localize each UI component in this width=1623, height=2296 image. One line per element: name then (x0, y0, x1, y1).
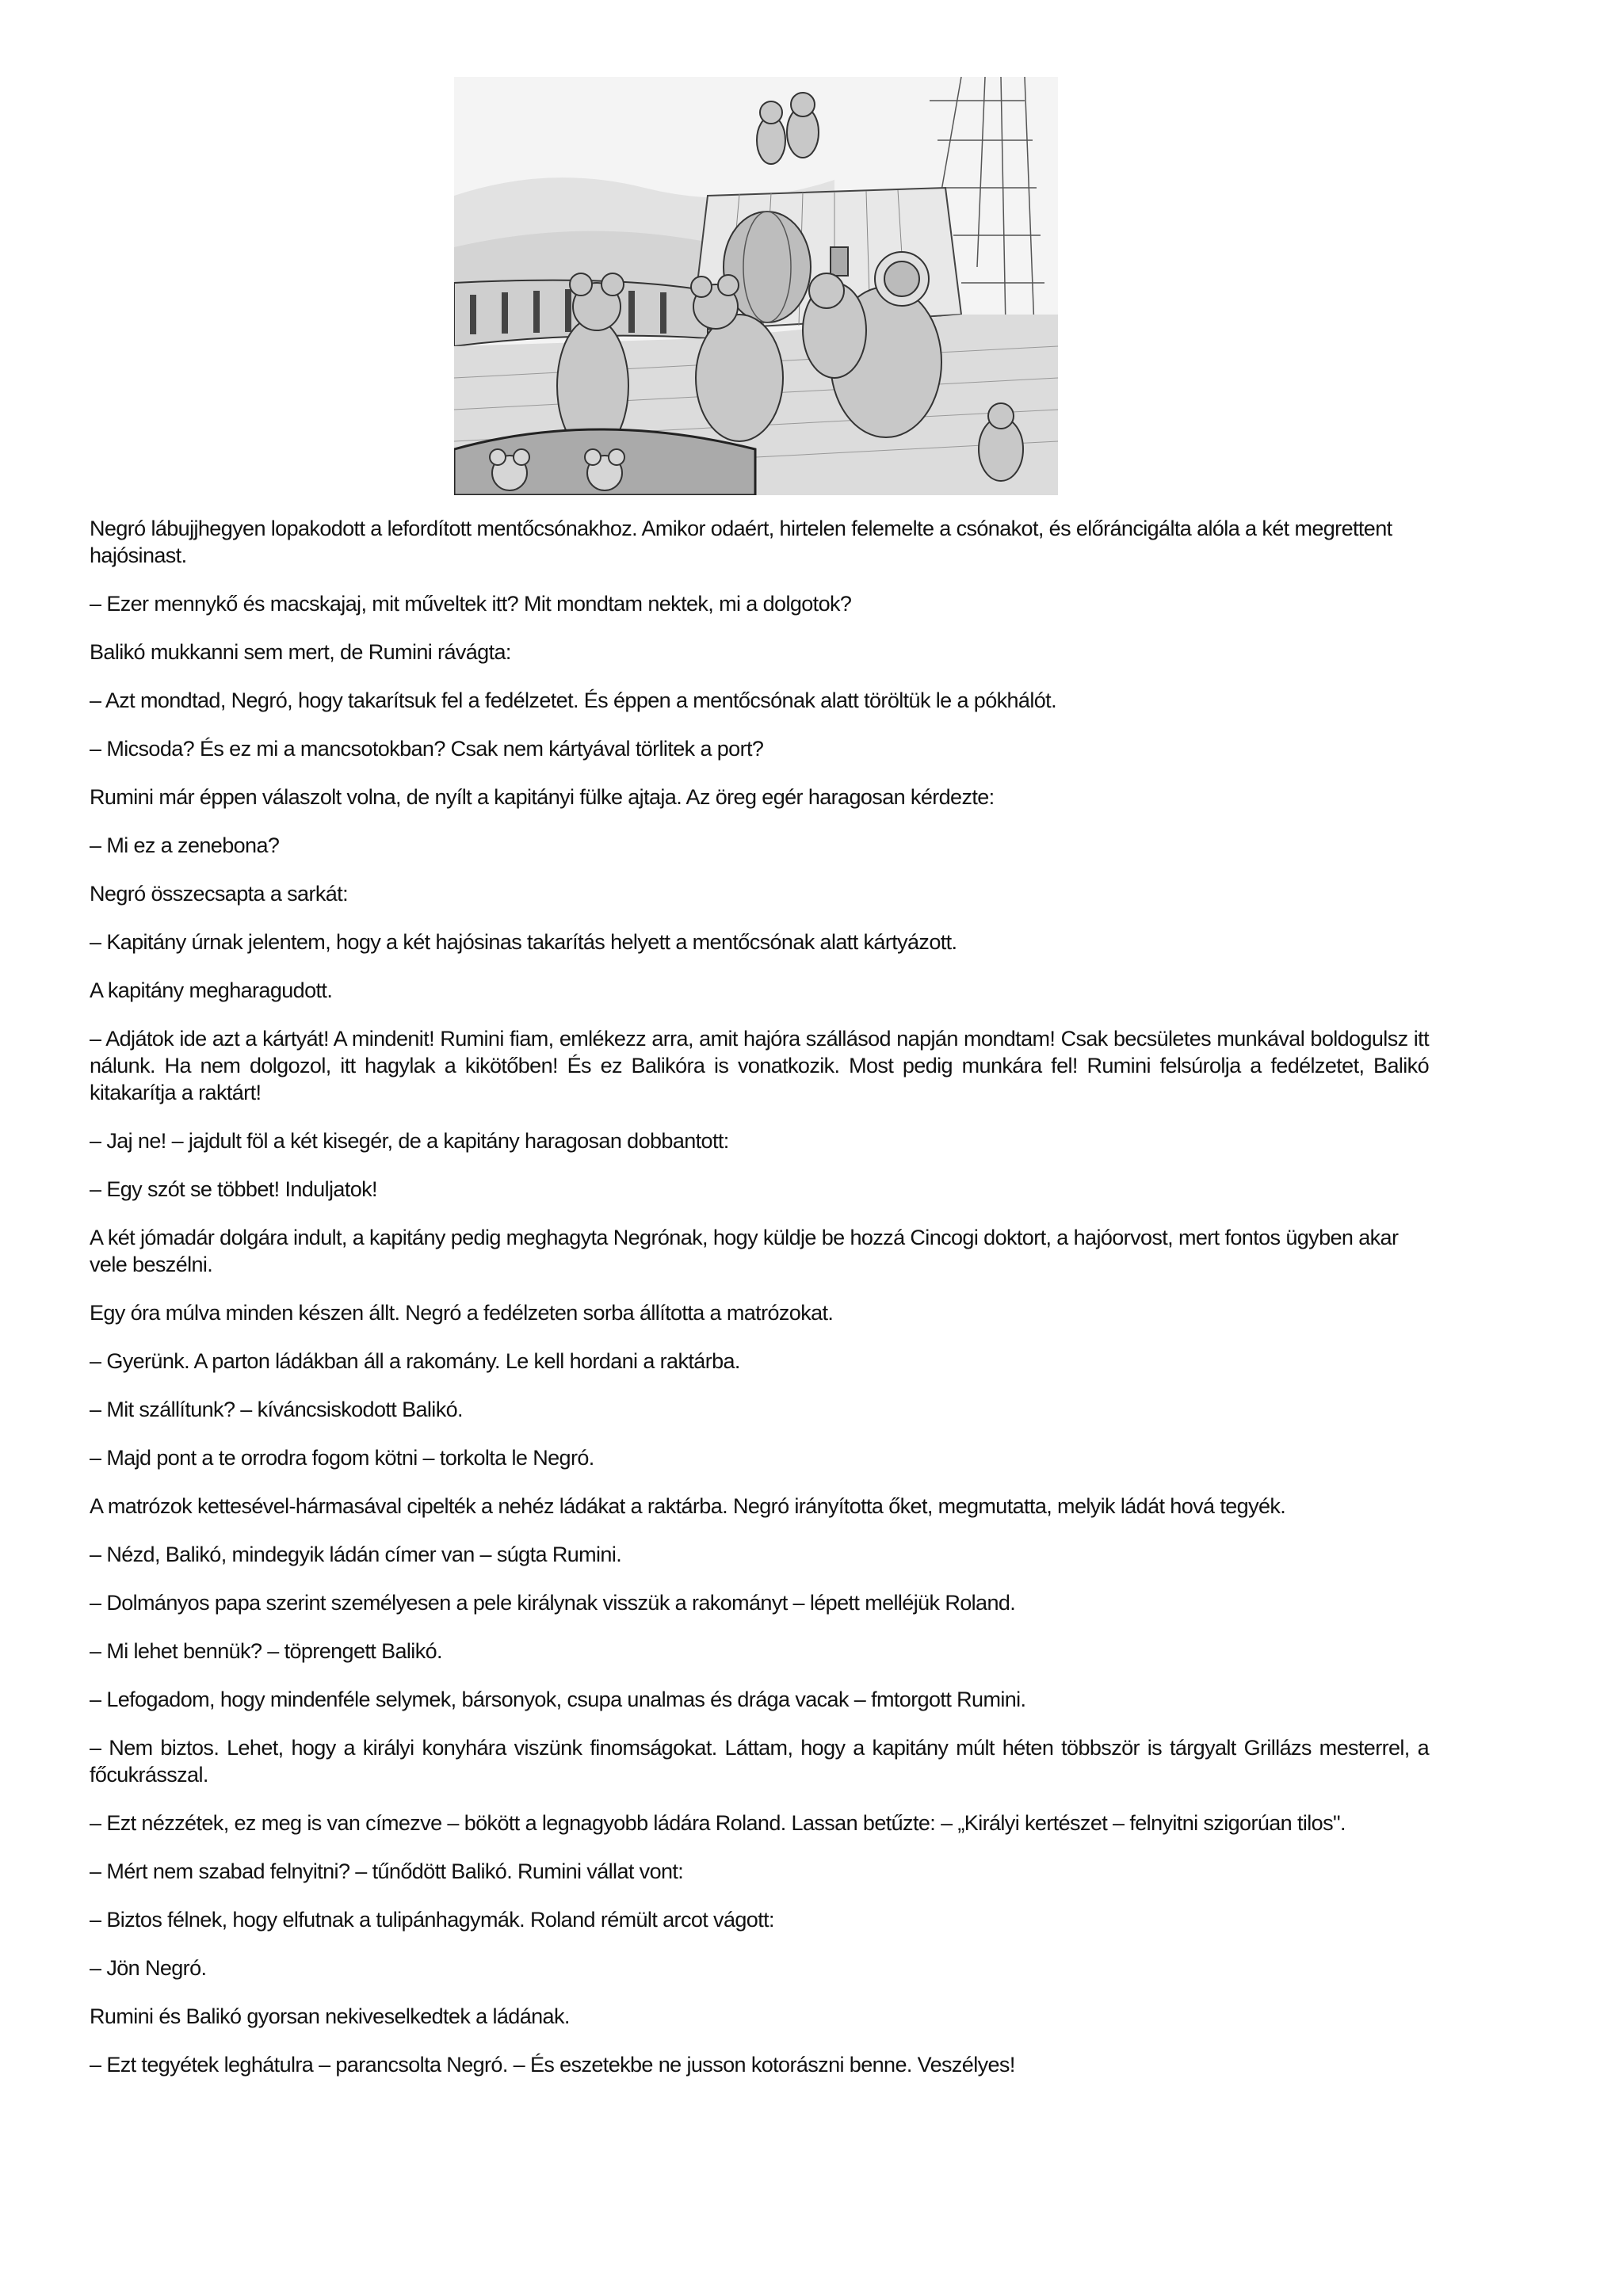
paragraph: – Nem biztos. Lehet, hogy a királyi konyhára viszünk finomságokat. Láttam, hogy a kapitány múlt héten többször is tárgyalt Grillázs mesterrel, a főcukrásszal. (90, 1736, 1429, 1787)
story-text (90, 515, 1429, 2100)
paragraph: Rumini és Balikó gyorsan nekiveselkedtek a ládának. (90, 2004, 570, 2028)
paragraph: – Adjátok ide azt a kártyát! A mindenit! Rumini fiam, emlékezz arra, amit hajóra szállásod napján mondtam! Csak becsületes munkával boldogulsz itt nálunk. Ha nem dolgozol, itt hagylak a kikötőben! És ez Balikóra is vonatkozik. Most pedig munkára fel! Rumini felsúrolja a fedélzetet, Balikó kitakarítja a raktárt! (90, 1027, 1429, 1104)
paragraph: – Egy szót se többet! Induljatok! (90, 1177, 377, 1201)
paragraph: – Jön Negró. (90, 1956, 207, 1980)
paragraph: Negró összecsapta a sarkát: (90, 882, 348, 906)
paragraph: – Mért nem szabad felnyitni? – tűnődött Balikó. Rumini vállat vont: (90, 1859, 684, 1883)
paragraph: – Nézd, Balikó, mindegyik ládán címer van – súgta Rumini. (90, 1543, 622, 1566)
paragraph: A kapitány megharagudott. (90, 978, 333, 1002)
ship-deck-mice-illustration (454, 77, 1058, 495)
paragraph: – Ezer mennykő és macskajaj, mit műveltek itt? Mit mondtam nektek, mi a dolgotok? (90, 592, 852, 616)
paragraph: – Azt mondtad, Negró, hogy takarítsuk fel a fedélzetet. És éppen a mentőcsónak alatt töröltük le a pókhálót. (90, 688, 1056, 712)
paragraph: – Mi lehet bennük? – töprengett Balikó. (90, 1639, 442, 1663)
paragraph: – Micsoda? És ez mi a mancsotokban? Csak nem kártyával törlitek a port? (90, 737, 764, 761)
paragraph: – Ezt nézzétek, ez meg is van címezve – bökött a legnagyobb ládára Roland. Lassan betűzte: – „Királyi kertészet – felnyitni szigorúan tilos". (90, 1811, 1346, 1835)
paragraph: – Dolmányos papa szerint személyesen a pele királynak visszük a rakományt – lépett melléjük Roland. (90, 1591, 1016, 1615)
paragraph: Egy óra múlva minden készen állt. Negró a fedélzeten sorba állította a matrózokat. (90, 1301, 834, 1325)
paragraph: – Jaj ne! – jajdult föl a két kisegér, de a kapitány haragosan dobbantott: (90, 1129, 729, 1153)
paragraph: – Mi ez a zenebona? (90, 833, 280, 857)
paragraph: – Gyerünk. A parton ládákban áll a rakomány. Le kell hordani a raktárba. (90, 1349, 740, 1373)
paragraph: Balikó mukkanni sem mert, de Rumini rávágta: (90, 640, 511, 664)
paragraph: – Lefogadom, hogy mindenféle selymek, bársonyok, csupa unalmas és drága vacak – fmtorgott Rumini. (90, 1688, 1026, 1711)
paragraph: A két jómadár dolgára indult, a kapitány pedig meghagyta Negrónak, hogy küldje be hozzá Cincogi doktort, a hajóorvost, mert fontos ügyben akar vele beszélni. (90, 1226, 1399, 1276)
paragraph: A matrózok kettesével-hármasával cipelték a nehéz ládákat a raktárba. Negró irányította őket, megmutatta, melyik ládát hová tegyék. (90, 1494, 1286, 1518)
paragraph: – Ezt tegyétek leghátulra – parancsolta Negró. – És eszetekbe ne jusson kotorászni benne. Veszélyes! (90, 2053, 1015, 2077)
paragraph: Negró lábujjhegyen lopakodott a lefordított mentőcsónakhoz. Amikor odaért, hirtelen felemelte a csónakot, és előráncigálta alóla a két megrettent hajósinast. (90, 517, 1392, 567)
paragraph: Rumini már éppen válaszolt volna, de nyílt a kapitányi fülke ajtaja. Az öreg egér haragosan kérdezte: (90, 785, 995, 809)
paragraph: – Mit szállítunk? – kíváncsiskodott Balikó. (90, 1398, 463, 1421)
paragraph: – Biztos félnek, hogy elfutnak a tulipánhagymák. Roland rémült arcot vágott: (90, 1908, 774, 1932)
paragraph: – Majd pont a te orrodra fogom kötni – torkolta le Negró. (90, 1446, 594, 1470)
paragraph: – Kapitány úrnak jelentem, hogy a két hajósinas takarítás helyett a mentőcsónak alatt kártyázott. (90, 930, 957, 954)
